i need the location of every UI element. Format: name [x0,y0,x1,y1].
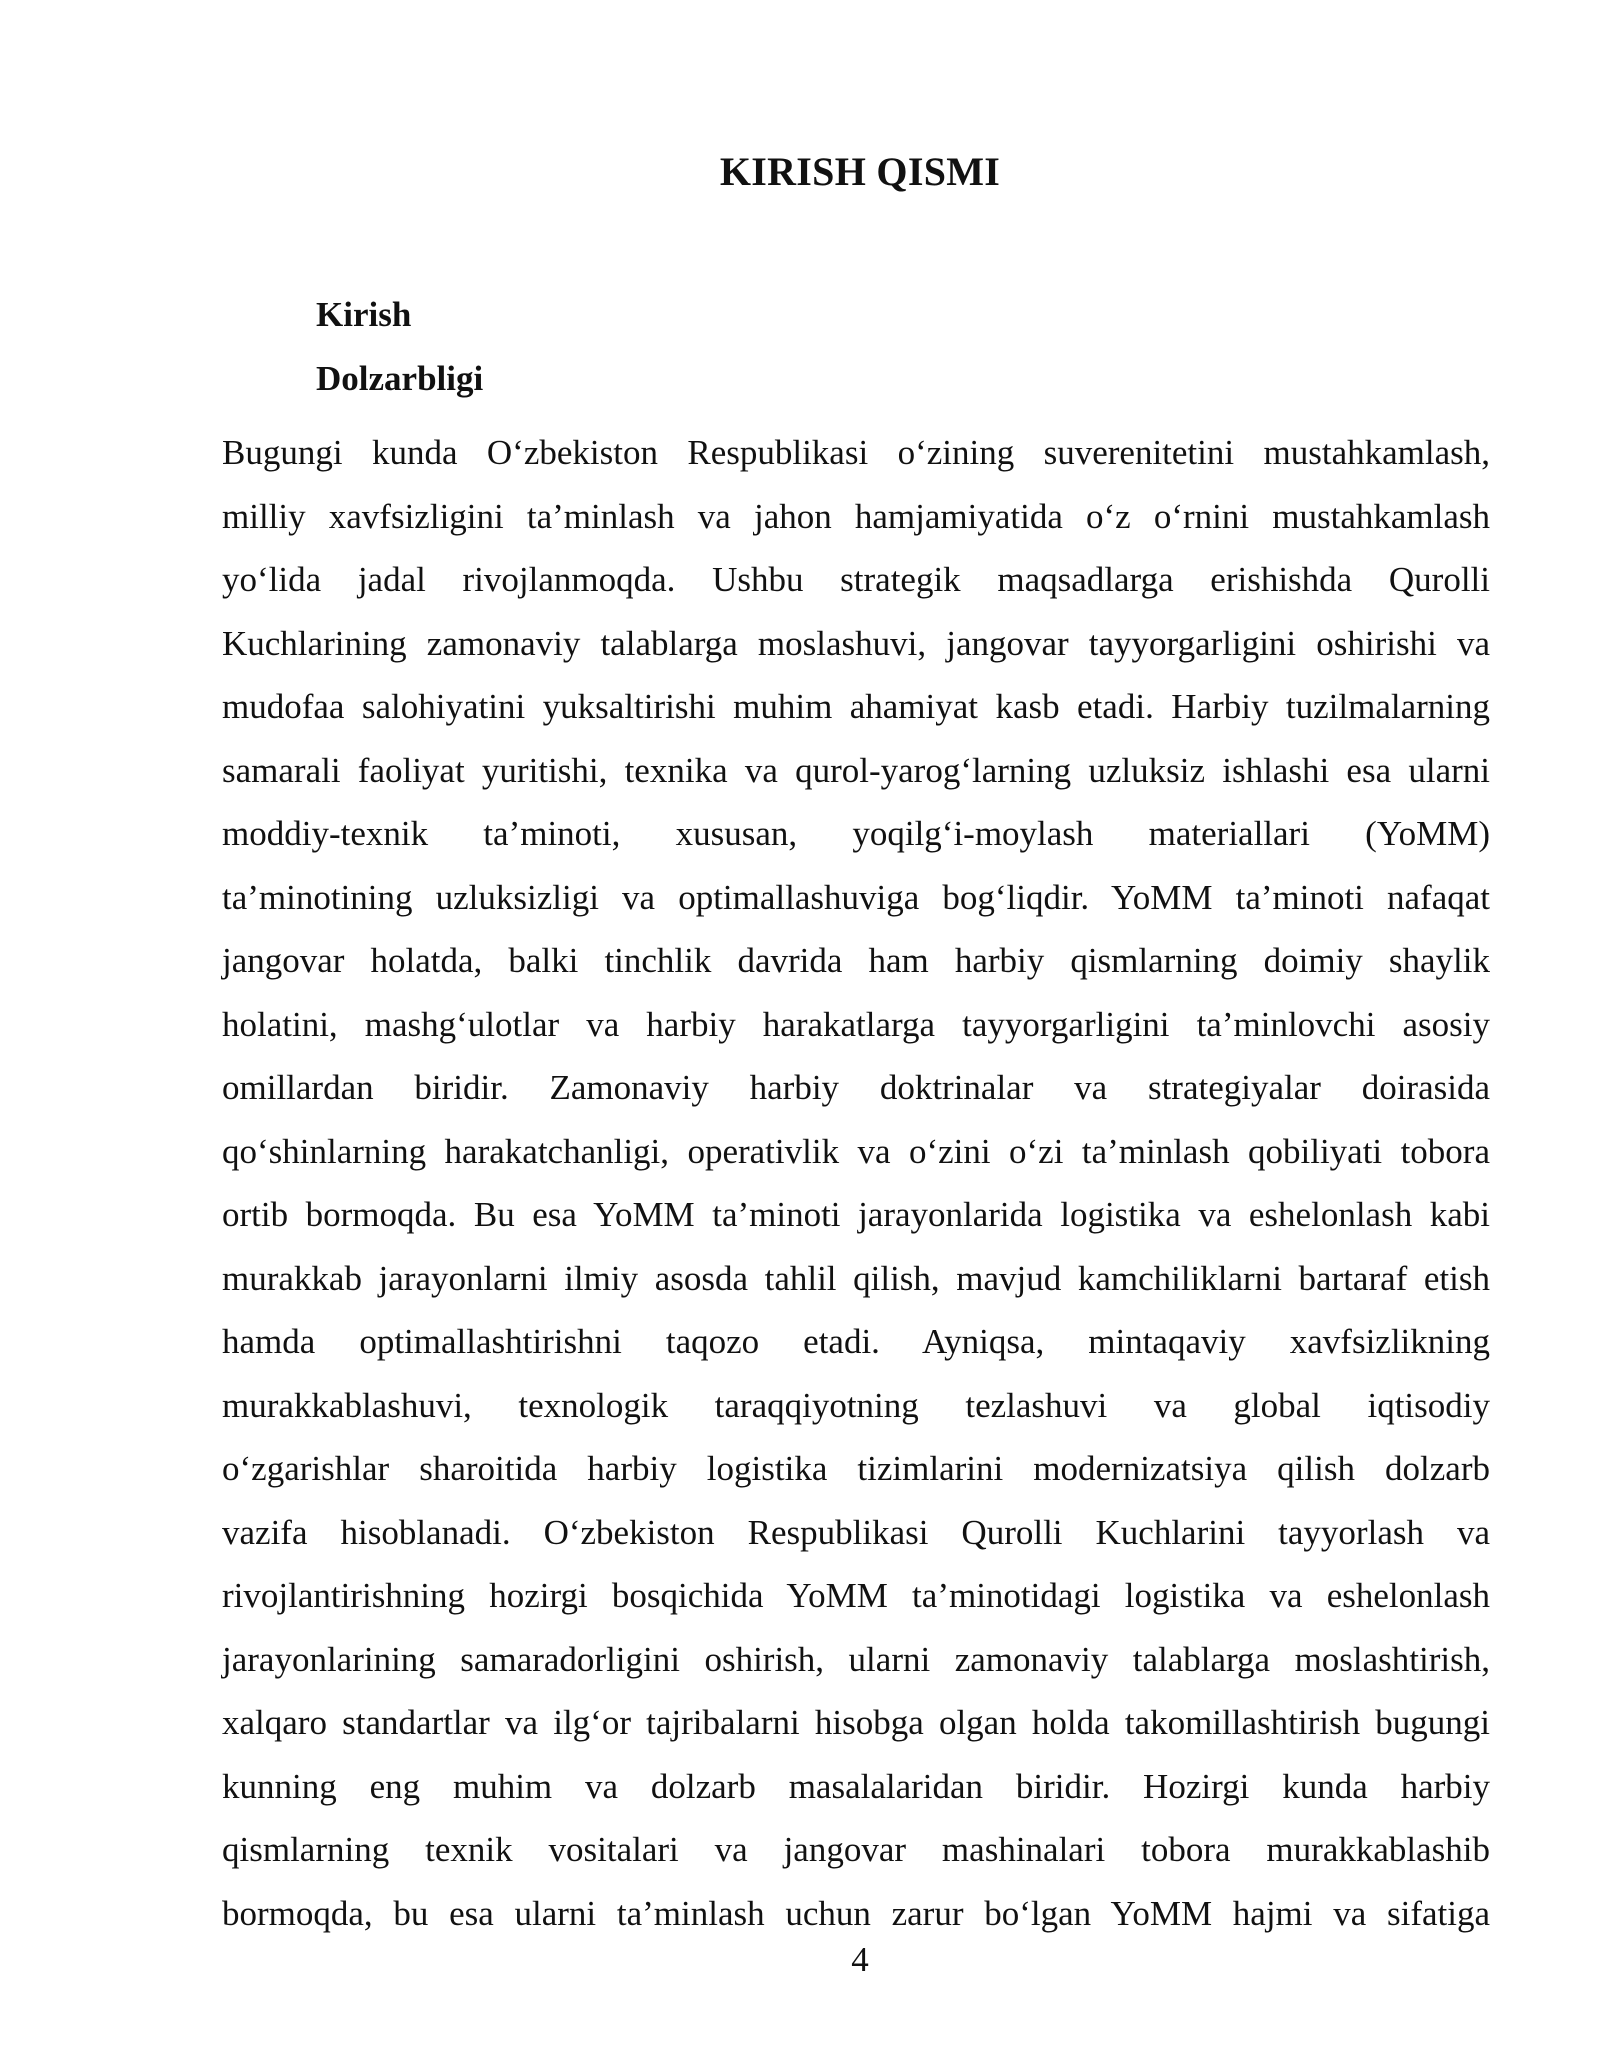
paragraph-line: xalqaro standartlar va ilg‘or tajribalarni hisobga olgan holda takomillashtirish bugungi [222,1703,1490,1742]
paragraph-line: holatini, mashg‘ulotlar va harbiy harakatlarga tayyorgarligini ta’minlovchi asosiy [222,1004,1490,1044]
paragraph-line: Bugungi kunda O‘zbekiston Respublikasi o‘zining suverenitetini mustahkamlash, [222,433,1490,472]
section-heading-kirish: Kirish [316,295,412,334]
paragraph-line: qo‘shinlarning harakatchanligi, operativlik va o‘zini o‘zi ta’minlash qobiliyati tobora [222,1131,1490,1171]
paragraph-line: ta’minotining uzluksizligi va optimallashuviga bog‘liqdir. YoMM ta’minoti nafaqat [222,877,1490,917]
paragraph-line: omillardan biridir. Zamonaviy harbiy doktrinalar va strategiyalar doirasida [222,1068,1490,1107]
paragraph-line: murakkab jarayonlarni ilmiy asosda tahlil qilish, mavjud kamchiliklarni bartaraf etish [222,1258,1490,1298]
paragraph-line: kunning eng muhim va dolzarb masalalaridan biridir. Hozirgi kunda harbiy [222,1766,1490,1806]
paragraph-line: samarali faoliyat yuritishi, texnika va qurol-yarog‘larning uzluksiz ishlashi esa ularni [222,750,1490,790]
paragraph-line: rivojlantirishning hozirgi bosqichida YoMM ta’minotidagi logistika va eshelonlash [222,1576,1490,1615]
section-heading-dolzarbligi: Dolzarbligi [316,359,484,398]
paragraph-line: murakkablashuvi, texnologik taraqqiyotning tezlashuvi va global iqtisodiy [222,1385,1490,1425]
paragraph-line: bormoqda, bu esa ularni ta’minlash uchun zarur bo‘lgan YoMM hajmi va sifatiga [222,1893,1490,1933]
paragraph-line: hamda optimallashtirishni taqozo etadi. Ayniqsa, mintaqaviy xavfsizlikning [222,1322,1490,1361]
paragraph-line: yo‘lida jadal rivojlanmoqda. Ushbu strategik maqsadlarga erishishda Qurolli [222,560,1490,599]
paragraph-line: moddiy-texnik ta’minoti, xususan, yoqilg‘i-moylash materiallari (YoMM) [222,814,1490,853]
page-number: 4 [851,1940,869,1979]
paragraph-line: mudofaa salohiyatini yuksaltirishi muhim ahamiyat kasb etadi. Harbiy tuzilmalarning [222,687,1490,726]
body-paragraph [222,421,1490,1945]
paragraph-line: vazifa hisoblanadi. O‘zbekiston Respublikasi Qurolli Kuchlarini tayyorlash va [222,1512,1490,1552]
page-title: KIRISH QISMI [719,149,1001,194]
paragraph-line: milliy xavfsizligini ta’minlash va jahon hamjamiyatida o‘z o‘rnini mustahkamlash [222,496,1490,536]
paragraph-line: jarayonlarining samaradorligini oshirish, ularni zamonaviy talablarga moslashtirish, [222,1639,1490,1679]
paragraph-line: Kuchlarining zamonaviy talablarga moslashuvi, jangovar tayyorgarligini oshirishi va [222,623,1490,663]
paragraph-line: ortib bormoqda. Bu esa YoMM ta’minoti jarayonlarida logistika va eshelonlash kabi [222,1195,1490,1234]
paragraph-line: o‘zgarishlar sharoitida harbiy logistika tizimlarini modernizatsiya qilish dolzarb [222,1449,1490,1488]
paragraph-line: qismlarning texnik vositalari va jangovar mashinalari tobora murakkablashib [222,1830,1490,1869]
paragraph-line: jangovar holatda, balki tinchlik davrida ham harbiy qismlarning doimiy shaylik [222,941,1490,980]
